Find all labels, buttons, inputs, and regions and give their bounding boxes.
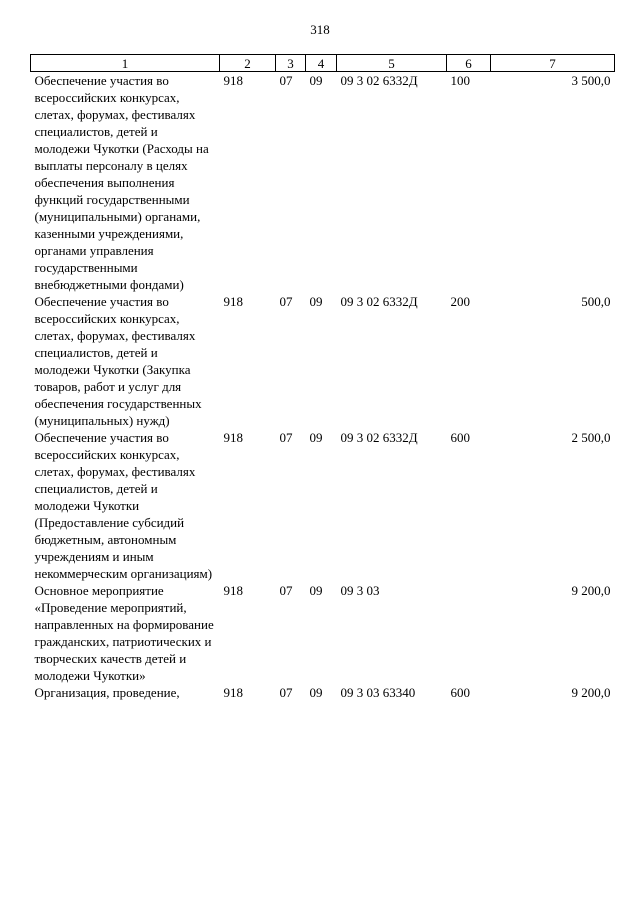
- row-pr: 09: [309, 583, 323, 598]
- row-name: Обеспечение участия во всероссийских конкурсах, слетах, форумах, фестивалях специалистов, детей и молодежи Чукотки (Закупка товаров, работ и услуг для обеспечения государственных (муниципальных) нужд): [34, 294, 202, 428]
- row-vr: 600: [450, 685, 470, 700]
- row-vr: 600: [450, 430, 470, 445]
- row-csr: 09 3 03: [340, 583, 380, 598]
- table-row: [31, 72, 615, 294]
- row-ved: 918: [223, 685, 243, 700]
- table-row: [31, 684, 615, 701]
- row-csr: 09 3 02 6332Д: [340, 430, 418, 445]
- page-number: 318: [310, 22, 330, 37]
- row-rz: 07: [279, 583, 293, 598]
- column-header-6: 6: [447, 55, 491, 72]
- table-header-row: [31, 55, 615, 72]
- row-pr: 09: [309, 73, 323, 88]
- table-row: [31, 293, 615, 429]
- row-pr: 09: [309, 685, 323, 700]
- row-ved: 918: [223, 73, 243, 88]
- row-amount: 9 200,0: [571, 685, 611, 700]
- row-name: Обеспечение участия во всероссийских конкурсах, слетах, форумах, фестивалях специалистов, детей и молодежи Чукотки (Предоставление субсидий бюджетным, автономным учреждениям и иным некоммерческим организациям): [34, 430, 213, 581]
- row-vr: 200: [450, 294, 470, 309]
- column-header-5: 5: [337, 55, 447, 72]
- column-header-2: 2: [220, 55, 276, 72]
- row-csr: 09 3 02 6332Д: [340, 294, 418, 309]
- row-name: Обеспечение участия во всероссийских конкурсах, слетах, форумах, фестивалях специалистов, детей и молодежи Чукотки (Расходы на выплаты персоналу в целях обеспечения выполнения функций государственными (муниципальными) органами, казенными учреждениями, органами управления государственными внебюджетными фондами): [34, 73, 209, 292]
- row-vr: [447, 582, 491, 684]
- column-header-7: 7: [491, 55, 615, 72]
- column-header-1: 1: [31, 55, 220, 72]
- row-csr: 09 3 03 63340: [340, 685, 416, 700]
- column-header-4: 4: [306, 55, 337, 72]
- row-vr: 100: [450, 73, 470, 88]
- row-ved: 918: [223, 583, 243, 598]
- row-amount: 3 500,0: [571, 73, 611, 88]
- row-amount: 500,0: [581, 294, 611, 309]
- column-header-3: 3: [276, 55, 306, 72]
- row-name: Организация, проведение,: [34, 685, 180, 700]
- table-row: [31, 582, 615, 684]
- row-name: Основное мероприятие «Проведение мероприятий, направленных на формирование гражданских, патриотических и творческих качеств детей и молодежи Чукотки»: [34, 583, 214, 683]
- row-ved: 918: [223, 430, 243, 445]
- row-rz: 07: [279, 73, 293, 88]
- row-rz: 07: [279, 685, 293, 700]
- row-pr: 09: [309, 294, 323, 309]
- row-pr: 09: [309, 430, 323, 445]
- table-row: [31, 429, 615, 582]
- row-rz: 07: [279, 430, 293, 445]
- row-csr: 09 3 02 6332Д: [340, 73, 418, 88]
- budget-table: [30, 54, 615, 701]
- row-amount: 2 500,0: [571, 430, 611, 445]
- row-rz: 07: [279, 294, 293, 309]
- row-ved: 918: [223, 294, 243, 309]
- row-amount: 9 200,0: [571, 583, 611, 598]
